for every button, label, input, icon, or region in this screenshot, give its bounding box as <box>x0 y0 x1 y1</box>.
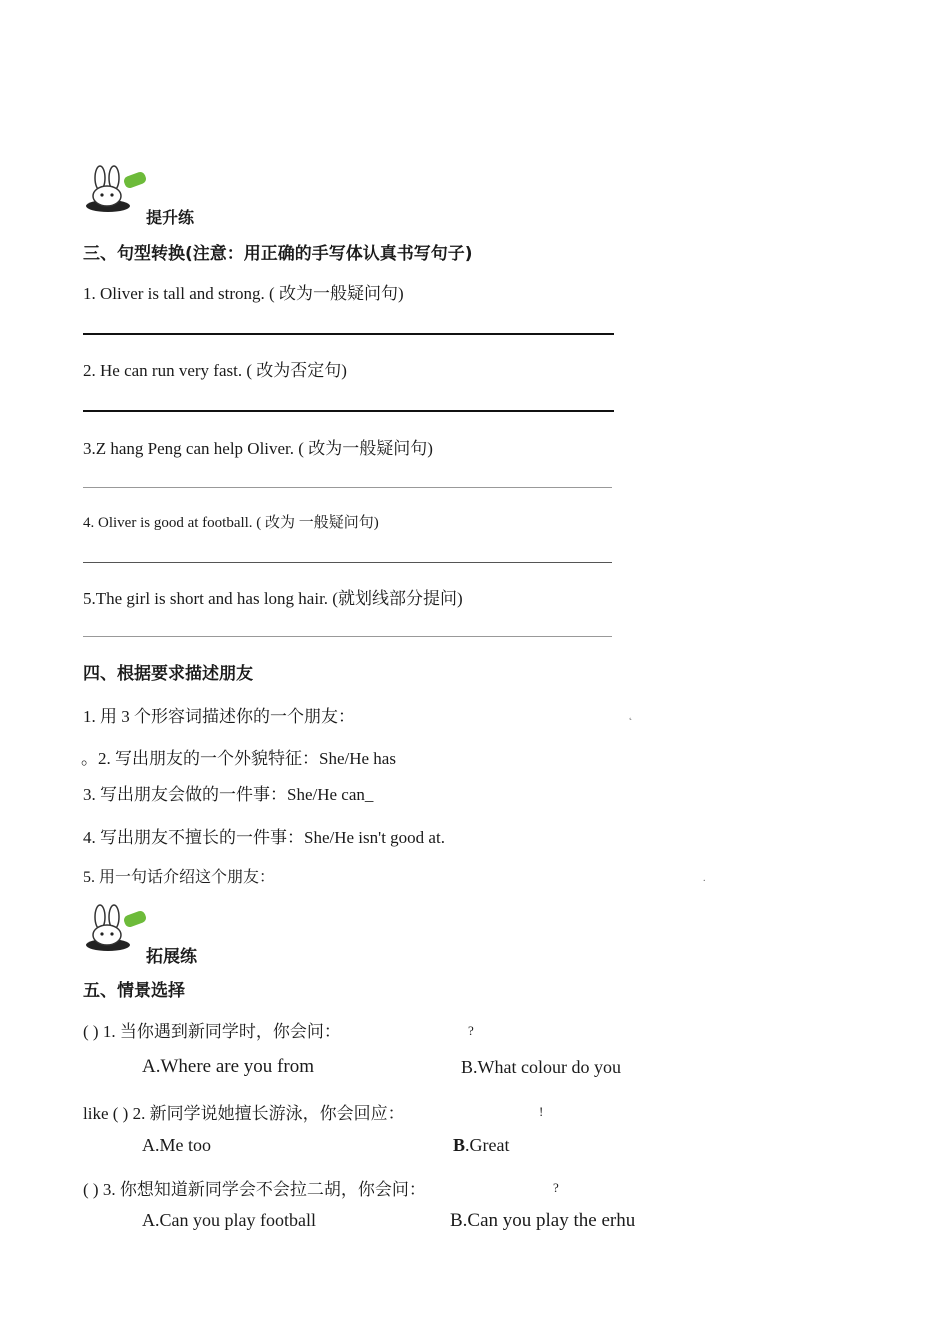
exercise-item-2: 2. He can run very fast. ( 改为否定句) <box>83 361 347 380</box>
question-1-prompt: ( ) 1. 当你遇到新同学时，你会问： <box>83 1022 341 1041</box>
answer-line-1[interactable] <box>83 333 614 335</box>
answer-line-4[interactable] <box>83 562 612 563</box>
answer-line-5[interactable] <box>83 636 612 637</box>
question-1-option-b[interactable]: B.What colour do you <box>461 1057 621 1077</box>
exercise-item-5: 5.The girl is short and has long hair. (就划线部分提问) <box>83 589 463 608</box>
exercise-item-3: 3.Z hang Peng can help Oliver. ( 改为一般疑问句) <box>83 439 433 458</box>
question-2-option-a[interactable]: A.Me too <box>142 1135 211 1155</box>
question-3-option-a[interactable]: A.Can you play football <box>142 1210 316 1230</box>
speck-mark: ˛ <box>629 710 633 721</box>
describe-item-3: 3. 写出朋友会做的一件事：She/He can_ <box>83 785 374 804</box>
section-heading-4: 四、根据要求描述朋友 <box>83 664 253 684</box>
badge-label-upgrade: 提升练 <box>146 208 195 227</box>
describe-item-2: 。2. 写出朋友的一个外貌特征：She/He has <box>81 749 396 768</box>
question-1-end-mark: ? <box>468 1023 474 1038</box>
question-2-prompt: like ( ) 2. 新同学说她擅长游泳，你会回应： <box>83 1104 405 1123</box>
question-2-option-b[interactable] <box>453 1135 510 1156</box>
option-text: .Great <box>465 1135 510 1155</box>
section-heading-5: 五、情景选择 <box>83 981 185 1001</box>
question-3-prompt: ( ) 3. 你想知道新同学会不会拉二胡，你会问： <box>83 1180 426 1199</box>
answer-line-2[interactable] <box>83 410 614 412</box>
option-letter: B <box>453 1135 466 1155</box>
question-1-option-a[interactable]: A.Where are you from <box>142 1056 314 1077</box>
speck-mark: . <box>703 873 706 884</box>
exercise-item-4: 4. Oliver is good at football. ( 改为 一般疑问句) <box>83 515 379 531</box>
describe-item-5: 5. 用一句话介绍这个朋友： <box>83 869 276 886</box>
section-heading-3: 三、句型转换(注意：用正确的手写体认真书写句子) <box>83 244 473 264</box>
question-2-end-mark: ! <box>539 1104 544 1119</box>
question-3-end-mark: ? <box>553 1180 559 1195</box>
describe-item-1: 1. 用 3 个形容词描述你的一个朋友： <box>83 707 355 726</box>
badge-label-extend: 拓展练 <box>146 947 197 967</box>
rabbit-mascot-icon <box>84 164 150 218</box>
answer-line-3[interactable] <box>83 487 612 488</box>
question-3-option-b[interactable]: B.Can you play the erhu <box>450 1210 636 1231</box>
describe-item-4: 4. 写出朋友不擅长的一件事：She/He isn't good at. <box>83 828 445 847</box>
rabbit-mascot-icon <box>84 903 150 957</box>
exercise-item-1: 1. Oliver is tall and strong. ( 改为一般疑问句) <box>83 284 404 303</box>
